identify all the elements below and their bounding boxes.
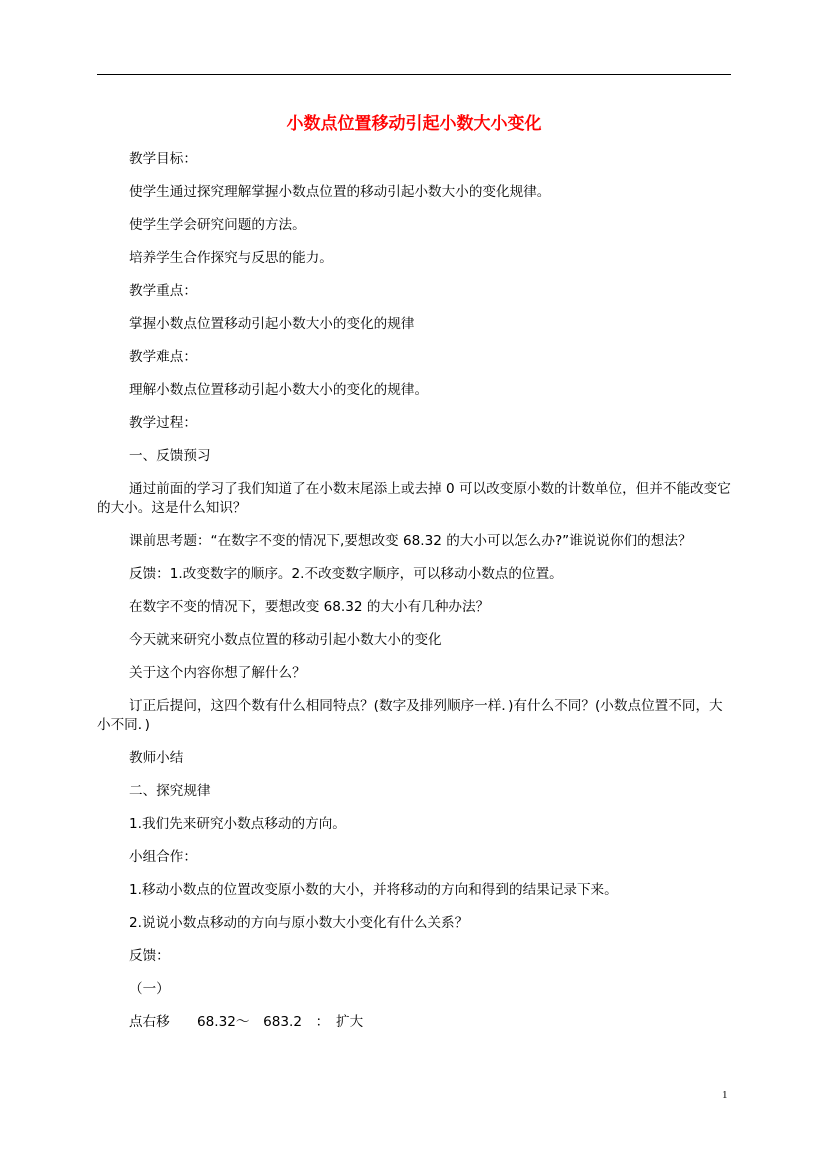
paragraph: 使学生学会研究问题的方法。: [129, 217, 306, 233]
paragraph: 反馈：: [129, 948, 170, 964]
paragraph: 教学过程：: [129, 415, 197, 431]
paragraph: 在数字不变的情况下，要想改变 68.32 的大小有几种办法？: [129, 599, 490, 615]
paragraph: 一、反馈预习: [129, 448, 211, 464]
header-rule: [97, 74, 731, 75]
document-body: [97, 150, 731, 1032]
paragraph: 小组合作：: [129, 849, 197, 865]
page-number: 1: [722, 1089, 728, 1101]
paragraph: 二、探究规律: [129, 783, 211, 799]
paragraph: 今天就来研究小数点位置的移动引起小数大小的变化: [129, 632, 442, 648]
paragraph: 教师小结: [129, 750, 184, 766]
document-title: 小数点位置移动引起小数大小变化: [286, 114, 542, 134]
paragraph: 教学难点：: [129, 349, 197, 365]
paragraph: 培养学生合作探究与反思的能力。: [129, 250, 333, 266]
paragraph: 1.我们先来研究小数点移动的方向。: [129, 816, 346, 832]
paragraph: （一）: [129, 981, 170, 997]
paragraph: 教学重点：: [129, 283, 197, 299]
paragraph: 使学生通过探究理解掌握小数点位置的移动引起小数大小的变化规律。: [129, 184, 551, 200]
paragraph: 关于这个内容你想了解什么？: [129, 665, 306, 681]
paragraph: 1.移动小数点的位置改变原小数的大小，并将移动的方向和得到的结果记录下来。: [129, 882, 618, 898]
paragraph: 点右移 68.32～ 683.2 ： 扩大: [129, 1014, 364, 1030]
paragraph: 2.说说小数点移动的方向与原小数大小变化有什么关系？: [129, 915, 469, 931]
paragraph: 订正后提问，这四个数有什么相同特点？(数字及排列顺序一样．)有什么不同？(小数点位置不同，大小不同．): [97, 698, 723, 733]
paragraph: 理解小数点位置移动引起小数大小的变化的规律。: [129, 382, 429, 398]
paragraph: 反馈：1.改变数字的顺序。2.不改变数字顺序，可以移动小数点的位置。: [129, 566, 563, 582]
paragraph: 通过前面的学习了我们知道了在小数末尾添上或去掉 0 可以改变原小数的计数单位，但并不能改变它的大小。这是什么知识？: [97, 481, 731, 516]
paragraph: 课前思考题：“在数字不变的情况下,要想改变 68.32 的大小可以怎么办?”谁说说你们的想法？: [129, 533, 692, 549]
paragraph: 教学目标：: [129, 151, 197, 167]
paragraph: 掌握小数点位置移动引起小数大小的变化的规律: [129, 316, 415, 332]
